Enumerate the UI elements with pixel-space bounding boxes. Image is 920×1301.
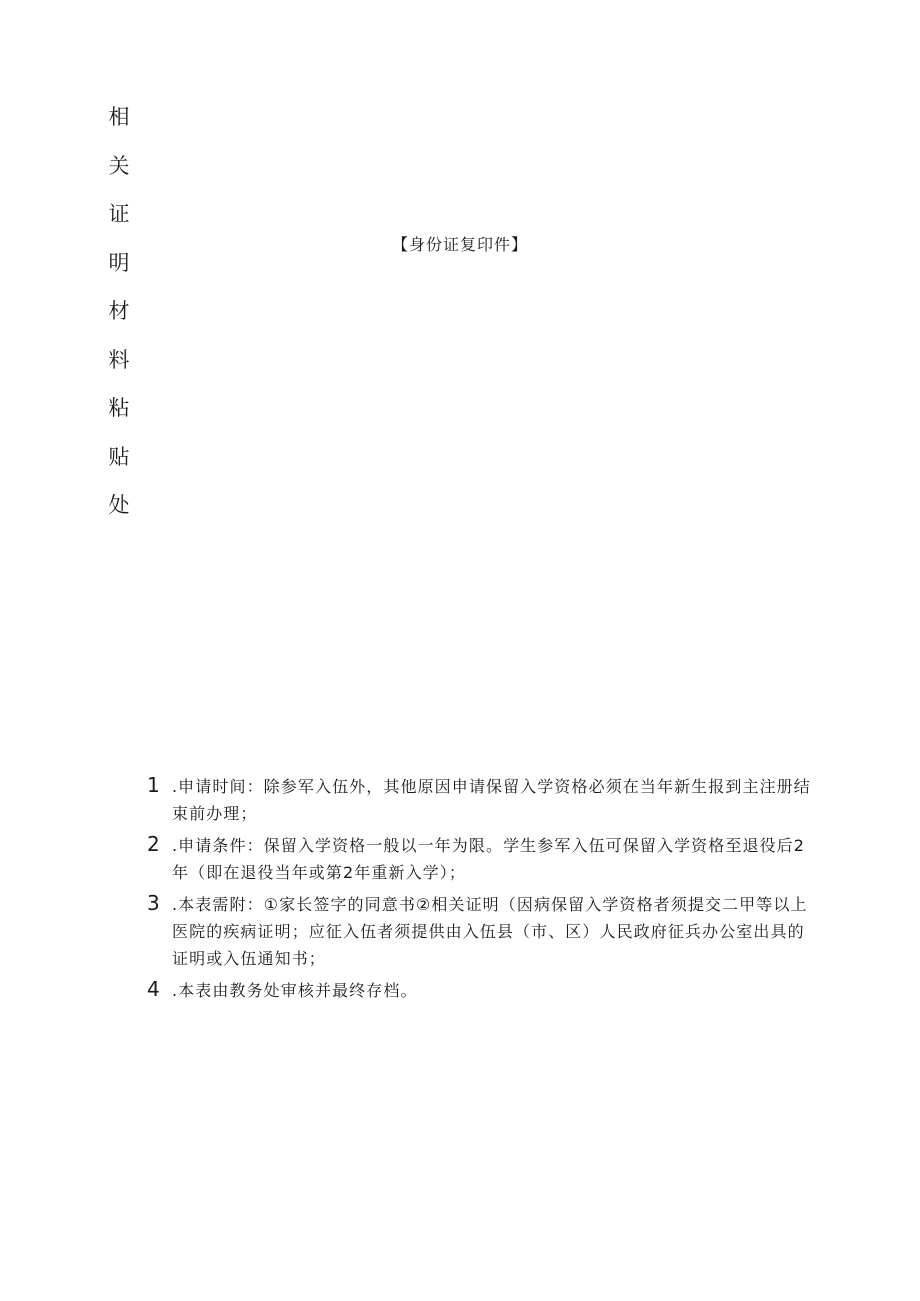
label-char: 明 xyxy=(108,250,130,275)
label-char: 料 xyxy=(108,347,130,372)
label-char: 贴 xyxy=(108,444,130,469)
id-copy-caption: 【身份证复印件】 xyxy=(391,235,528,254)
note-number: 4 xyxy=(147,977,160,1001)
note-number: 3 xyxy=(147,891,160,915)
note-text: .申请时间：除参军入伍外，其他原因申请保留入学资格必须在当年新生报到主注册结束前办理； xyxy=(172,777,811,823)
label-char: 证 xyxy=(108,202,130,226)
note-item xyxy=(147,831,817,886)
attachment-area-label xyxy=(104,100,134,537)
note-item xyxy=(147,890,817,972)
note-item xyxy=(147,976,817,1004)
note-item xyxy=(147,772,817,827)
note-text: .申请条件：保留入学资格一般以一年为限。学生参军入伍可保留入学资格至退役后2年（即在退役当年或第2年重新入学）； xyxy=(172,836,806,882)
notes-list xyxy=(147,772,817,1008)
note-text: .本表需附：①家长签字的同意书②相关证明（因病保留入学资格者须提交二甲等以上医院的疾病证明；应征入伍者须提供由入伍县（市、区）人民政府征兵办公室出具的证明或入伍通知书； xyxy=(172,895,808,968)
label-char: 材 xyxy=(108,299,130,323)
label-char: 关 xyxy=(108,153,130,178)
note-number: 1 xyxy=(147,773,160,797)
label-char: 相 xyxy=(108,105,130,129)
note-text: .本表由教务处审核并最终存档。 xyxy=(172,981,418,1000)
label-char: 处 xyxy=(108,493,130,517)
note-number: 2 xyxy=(147,832,160,856)
label-char: 粘 xyxy=(108,396,130,420)
